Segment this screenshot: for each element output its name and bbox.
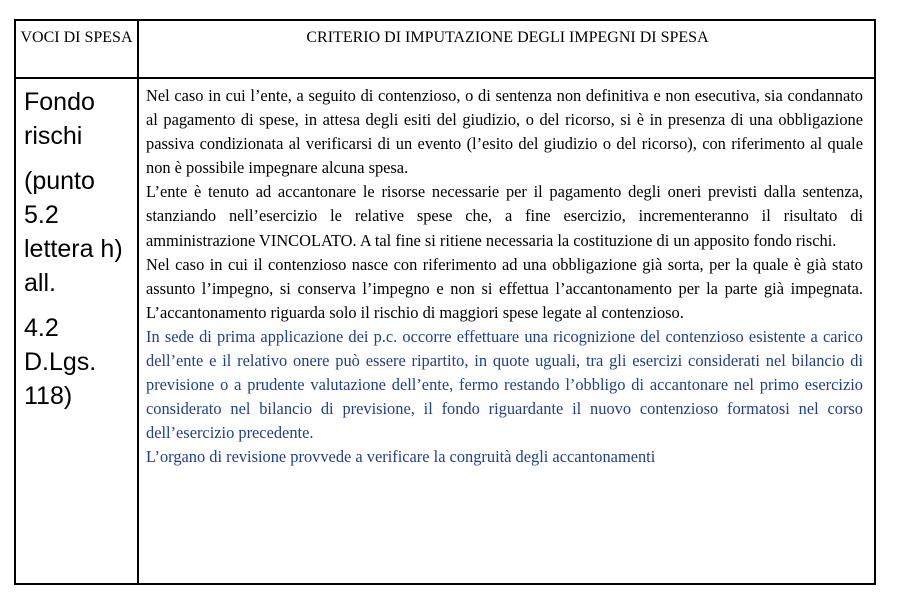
header-divider	[16, 77, 874, 79]
criteria-paragraph-organo-revisione: L’organo di revisione provvede a verificare la congruità degli accantonamenti	[146, 447, 656, 467]
column-divider	[137, 21, 139, 583]
voice-cell-fondo-rischi	[24, 85, 134, 424]
voice-reference: (punto 5.2 lettera h) all.	[24, 167, 123, 297]
header-criterio-imputazione: CRITERIO DI IMPUTAZIONE DEGLI IMPEGNI DI SPESA	[306, 29, 709, 46]
voice-title: Fondo rischi	[24, 88, 95, 150]
criteria-cell	[146, 84, 863, 470]
criteria-paragraph-obbligazione-sorta: Nel caso in cui il contenzioso nasce con riferimento ad una obbligazione già sorta, per la quale è già stato assunto l’impegno, si conserva l’impegno e non si effettua l’accantonamento per la parte già impegnata. L’accantonamento riguarda solo il rischio di maggiori spese legate al contenzioso.	[146, 254, 863, 322]
header-voci-di-spesa: VOCI DI SPESA	[20, 29, 133, 46]
expense-criteria-table	[14, 19, 876, 585]
criteria-paragraph-contenzioso: Nel caso in cui l’ente, a seguito di contenzioso, o di sentenza non definitiva e non esecutiva, sia condannato al pagamento di spese, in attesa degli esiti del giudizio, o del ricorso, si è in presenza di una obbligazione passiva condizionata al verificarsi di un evento (l’esito del giudizio o del ricorso), con riferimento al quale non è possibile impegnare alcuna spesa.	[146, 86, 863, 178]
voice-law-reference: 4.2 D.Lgs. 118)	[24, 314, 97, 410]
criteria-paragraph-accantonamento: L’ente è tenuto ad accantonare le risorse necessarie per il pagamento degli oneri previsti dalla sentenza, stanziando nell’esercizio le relative spese che, a fine esercizio, incrementeranno il risultato di amministrazione VINCOLATO. A tal fine si ritiene necessaria la costituzione di un apposito fondo rischi.	[146, 182, 863, 250]
criteria-paragraph-prima-applicazione: In sede di prima applicazione dei p.c. occorre effettuare una ricognizione del contenzioso esistente a carico dell’ente e il relativo onere può essere ripartito, in quote uguali, tra gli esercizi considerati nel bilancio di previsione o a prudente valutazione dell’ente, fermo restando l’obbligo di accantonare nel primo esercizio considerato nel bilancio di previsione, il fondo riguardante il nuovo contenzioso formatosi nel corso dell’esercizio precedente.	[146, 326, 863, 443]
